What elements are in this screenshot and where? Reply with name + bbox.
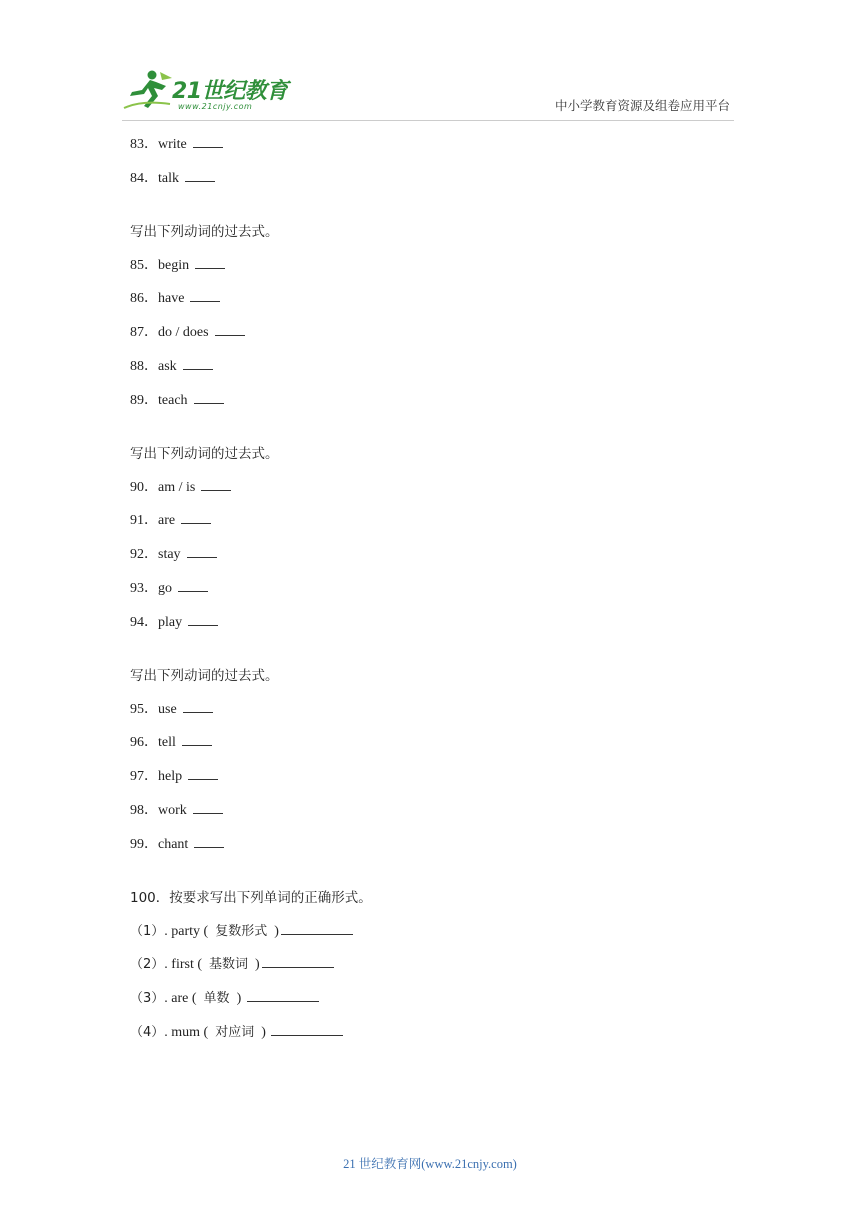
page-footer[interactable]: 21 世纪教育网(www.21cnjy.com) xyxy=(343,1157,517,1171)
answer-blank[interactable] xyxy=(190,289,220,302)
question-word: teach xyxy=(158,392,188,408)
sub-question xyxy=(130,1023,750,1043)
runner-icon xyxy=(122,68,174,114)
answer-blank[interactable] xyxy=(183,700,213,713)
question-number: 85． xyxy=(130,257,158,273)
question-item xyxy=(130,169,750,189)
sub-hint: 复数形式 xyxy=(215,923,268,939)
sub-index: （2） xyxy=(130,957,165,973)
sub-hint: 基数词 xyxy=(209,957,249,973)
question-100-title: 100．按要求写出下列单词的正确形式。 xyxy=(130,889,372,906)
sub-word: . party ( xyxy=(164,923,209,939)
sub-hint: 对应词 xyxy=(215,1024,255,1040)
sub-word: . are ( xyxy=(164,991,197,1007)
answer-blank[interactable] xyxy=(271,1023,343,1036)
question-word: do / does xyxy=(158,325,209,341)
answer-blank[interactable] xyxy=(281,922,353,935)
answer-blank[interactable] xyxy=(215,323,245,336)
logo-url: www.21cnjy.com xyxy=(178,102,253,111)
question-item xyxy=(130,733,750,753)
answer-blank[interactable] xyxy=(262,955,334,968)
header-tagline: 中小学教育资源及组卷应用平台 xyxy=(554,98,730,113)
question-word: help xyxy=(158,769,183,785)
answer-blank[interactable] xyxy=(194,835,224,848)
sub-close: ) xyxy=(236,991,242,1007)
question-word: tell xyxy=(158,735,176,751)
section-title: 写出下列动词的过去式。 xyxy=(130,667,279,684)
header-divider xyxy=(122,120,734,121)
answer-blank[interactable] xyxy=(188,767,218,780)
sub-close: ) xyxy=(255,957,260,973)
question-word: chant xyxy=(158,836,189,852)
sub-hint: 单数 xyxy=(203,991,230,1007)
answer-blank[interactable] xyxy=(178,579,208,592)
question-word: stay xyxy=(158,547,181,563)
sub-close: ) xyxy=(274,923,279,939)
question-word: write xyxy=(158,137,187,152)
question-word: use xyxy=(158,701,177,717)
answer-blank[interactable] xyxy=(182,733,212,746)
question-item xyxy=(130,511,750,531)
sub-index: （1） xyxy=(130,923,165,939)
question-number: 87． xyxy=(130,325,158,341)
answer-blank[interactable] xyxy=(181,511,211,524)
section-title: 写出下列动词的过去式。 xyxy=(130,223,279,240)
exercise-content xyxy=(130,135,750,1057)
sub-close: ) xyxy=(261,1024,266,1040)
question-item xyxy=(130,801,750,821)
question-number: 90． xyxy=(130,479,158,495)
logo-text: 21世纪教育 xyxy=(172,79,288,104)
question-word: talk xyxy=(158,170,179,186)
question-item xyxy=(130,835,750,855)
question-number: 86． xyxy=(130,291,158,307)
sub-question xyxy=(130,955,750,975)
section-title: 写出下列动词的过去式。 xyxy=(130,445,279,462)
question-number: 98． xyxy=(130,802,158,818)
answer-blank[interactable] xyxy=(195,256,225,269)
answer-blank[interactable] xyxy=(183,357,213,370)
question-word: work xyxy=(158,802,187,818)
question-item xyxy=(130,767,750,787)
question-word: have xyxy=(158,291,185,307)
question-number: 89． xyxy=(130,392,158,408)
question-item xyxy=(130,256,750,276)
question-word: am / is xyxy=(158,479,196,495)
answer-blank[interactable] xyxy=(194,391,224,404)
question-item xyxy=(130,700,750,720)
question-word: ask xyxy=(158,358,177,374)
answer-blank[interactable] xyxy=(188,613,218,626)
question-number: 92． xyxy=(130,547,158,563)
answer-blank[interactable] xyxy=(193,801,223,814)
question-number: 97． xyxy=(130,769,158,785)
sub-word: . first ( xyxy=(164,957,202,973)
question-number: 95． xyxy=(130,701,158,717)
question-number: 83． xyxy=(130,137,158,152)
question-item xyxy=(130,135,750,155)
sub-index: （4） xyxy=(130,1024,165,1040)
sub-question xyxy=(130,922,750,942)
question-item xyxy=(130,391,750,411)
question-word: go xyxy=(158,580,172,596)
question-item xyxy=(130,478,750,498)
question-number: 99． xyxy=(130,836,158,852)
question-item xyxy=(130,613,750,633)
answer-blank[interactable] xyxy=(187,545,217,558)
question-word: begin xyxy=(158,257,190,273)
answer-blank[interactable] xyxy=(247,989,319,1002)
question-number: 88． xyxy=(130,358,158,374)
question-item xyxy=(130,579,750,599)
question-item xyxy=(130,357,750,377)
question-number: 93． xyxy=(130,580,158,596)
question-number: 91． xyxy=(130,513,158,529)
question-item xyxy=(130,289,750,309)
logo xyxy=(122,68,292,116)
sub-word: . mum ( xyxy=(164,1024,209,1040)
sub-question xyxy=(130,989,750,1009)
question-word: are xyxy=(158,513,176,529)
answer-blank[interactable] xyxy=(201,478,231,491)
question-number: 84． xyxy=(130,170,158,186)
answer-blank[interactable] xyxy=(185,169,215,182)
question-item xyxy=(130,323,750,343)
question-number: 96． xyxy=(130,735,158,751)
answer-blank[interactable] xyxy=(193,135,223,148)
page-header xyxy=(0,0,860,125)
question-item xyxy=(130,545,750,565)
question-number: 94． xyxy=(130,614,158,630)
sub-index: （3） xyxy=(130,991,165,1007)
question-word: play xyxy=(158,614,183,630)
